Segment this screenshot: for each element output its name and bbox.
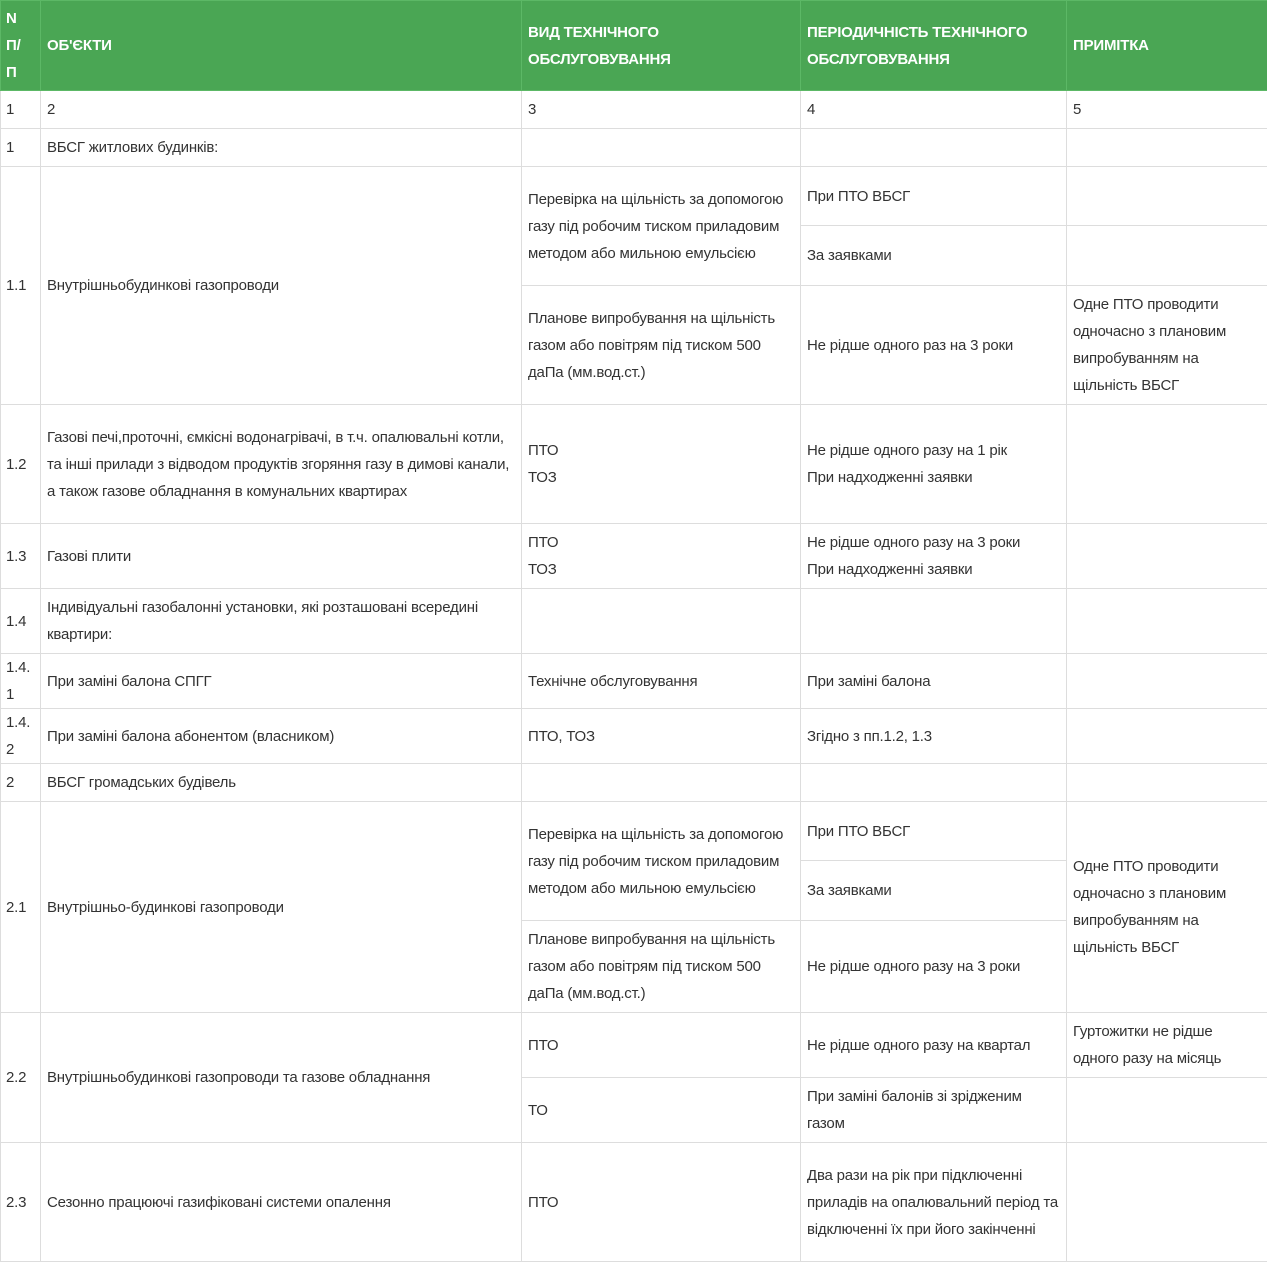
row-object: Внутрішньобудинкові газопроводи та газове обладнання (41, 1013, 522, 1143)
table-row (1, 589, 1267, 654)
row-note (1067, 226, 1267, 286)
table-row (1, 709, 1267, 764)
row-note (1067, 167, 1267, 226)
colnum-2: 2 (41, 91, 522, 129)
column-numbers-row (1, 91, 1267, 129)
row-object: Сезонно працюючі газифіковані системи опалення (41, 1143, 522, 1262)
row-num: 1.2 (1, 405, 41, 524)
table-row (1, 764, 1267, 802)
table-row (1, 524, 1267, 589)
header-note: ПРИМІТКА (1067, 1, 1267, 91)
row-note: Одне ПТО проводити одночасно з плановим випробуванням на щільність ВБСГ (1067, 802, 1267, 1013)
row-period: При ПТО ВБСГ (801, 802, 1067, 861)
row-num: 1.4.1 (1, 654, 41, 709)
table-header-row (1, 1, 1267, 91)
row-period (801, 589, 1067, 654)
row-num: 1.4.2 (1, 709, 41, 764)
row-type (522, 589, 801, 654)
row-period (801, 764, 1067, 802)
row-note (1067, 589, 1267, 654)
row-num: 2.2 (1, 1013, 41, 1143)
row-note (1067, 709, 1267, 764)
table-row (1, 129, 1267, 167)
colnum-4: 4 (801, 91, 1067, 129)
colnum-5: 5 (1067, 91, 1267, 129)
row-num: 1.3 (1, 524, 41, 589)
row-type (522, 129, 801, 167)
row-period: При ПТО ВБСГ (801, 167, 1067, 226)
row-object: Газові плити (41, 524, 522, 589)
row-type: ПТО ТОЗ (522, 405, 801, 524)
row-type (522, 764, 801, 802)
row-num: 2.1 (1, 802, 41, 1013)
header-type: ВИД ТЕХНІЧНОГО ОБСЛУГОВУВАННЯ (522, 1, 801, 91)
row-object: ВБСГ громадських будівель (41, 764, 522, 802)
row-type: ТО (522, 1078, 801, 1143)
table-row (1, 802, 1267, 861)
row-period (801, 129, 1067, 167)
row-object: ВБСГ житлових будинків: (41, 129, 522, 167)
row-note: Гуртожитки не рідше одного разу на місяць (1067, 1013, 1267, 1078)
row-object: Газові печі,проточні, ємкісні водонагрівачі, в т.ч. опалювальні котли, та інші прилади з відводом продуктів згоряння газу в димові канали, а також газове обладнання в комунальних квартирах (41, 405, 522, 524)
row-period: При заміні балона (801, 654, 1067, 709)
row-type: ПТО ТОЗ (522, 524, 801, 589)
row-note (1067, 1078, 1267, 1143)
row-object: Внутрішньобудинкові газопроводи (41, 167, 522, 405)
row-type: ПТО, ТОЗ (522, 709, 801, 764)
row-object: Індивідуальні газобалонні установки, які розташовані всередині квартири: (41, 589, 522, 654)
row-period: Два рази на рік при підключенні приладів на опалювальний період та відключенні їх при його закінченні (801, 1143, 1067, 1262)
row-type: Перевірка на щільність за допомогою газу під робочим тиском приладовим методом або мильною емульсією (522, 167, 801, 286)
row-object: При заміні балона абонентом (власником) (41, 709, 522, 764)
row-object: Внутрішньо-будинкові газопроводи (41, 802, 522, 1013)
row-note (1067, 654, 1267, 709)
colnum-3: 3 (522, 91, 801, 129)
row-type: Перевірка на щільність за допомогою газу під робочим тиском приладовим методом або мильною емульсією (522, 802, 801, 921)
row-note (1067, 405, 1267, 524)
row-period: Не рідше одного разу на 1 рік При надходженні заявки (801, 405, 1067, 524)
row-note (1067, 524, 1267, 589)
row-note (1067, 1143, 1267, 1262)
row-num: 1.1 (1, 167, 41, 405)
row-period: Не рідше одного разу на квартал (801, 1013, 1067, 1078)
row-period: При заміні балонів зі зрідженим газом (801, 1078, 1067, 1143)
row-period: За заявками (801, 861, 1067, 921)
row-period: Не рідше одного раз на 3 роки (801, 286, 1067, 405)
row-num: 1 (1, 129, 41, 167)
row-type: Планове випробування на щільність газом або повітрям під тиском 500 даПа (мм.вод.ст.) (522, 286, 801, 405)
header-objects: ОБ'ЄКТИ (41, 1, 522, 91)
table-row (1, 1143, 1267, 1262)
header-period: ПЕРІОДИЧНІСТЬ ТЕХНІЧНОГО ОБСЛУГОВУВАННЯ (801, 1, 1067, 91)
row-period: Не рідше одного разу на 3 роки (801, 921, 1067, 1013)
table-row (1, 1013, 1267, 1078)
row-type: ПТО (522, 1013, 801, 1078)
table-row (1, 167, 1267, 226)
table-row (1, 405, 1267, 524)
colnum-1: 1 (1, 91, 41, 129)
row-note (1067, 129, 1267, 167)
table-row (1, 654, 1267, 709)
header-num: N П/ П (1, 1, 41, 91)
row-type: Планове випробування на щільність газом або повітрям під тиском 500 даПа (мм.вод.ст.) (522, 921, 801, 1013)
row-num: 2 (1, 764, 41, 802)
row-type: ПТО (522, 1143, 801, 1262)
row-period: Не рідше одного разу на 3 роки При надходженні заявки (801, 524, 1067, 589)
row-period: За заявками (801, 226, 1067, 286)
row-num: 1.4 (1, 589, 41, 654)
row-object: При заміні балона СПГГ (41, 654, 522, 709)
row-note: Одне ПТО проводити одночасно з плановим випробуванням на щільність ВБСГ (1067, 286, 1267, 405)
row-num: 2.3 (1, 1143, 41, 1262)
row-period: Згідно з пп.1.2, 1.3 (801, 709, 1067, 764)
row-note (1067, 764, 1267, 802)
row-type: Технічне обслуговування (522, 654, 801, 709)
